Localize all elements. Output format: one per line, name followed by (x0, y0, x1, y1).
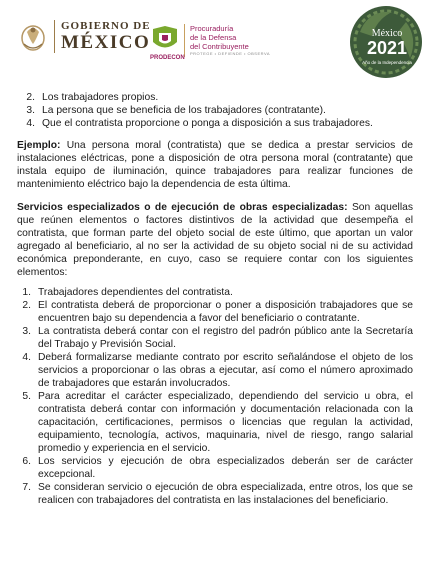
coat-of-arms-icon (18, 18, 48, 54)
page-header (0, 0, 442, 84)
list-item-text: El contratista deberá de proporcionar o poner a disposición trabajadores que se encuentren bajo su dependencia a favor del beneficiario o contratante. (38, 300, 413, 324)
list-item-number: 3. (22, 326, 31, 337)
list-item (17, 455, 413, 481)
list-item-text: Que el contratista proporcione o ponga a disposición a sus trabajadores. (42, 118, 373, 129)
gobierno-line1: GOBIERNO DE (61, 19, 151, 32)
list-item (21, 117, 413, 130)
document-body (17, 91, 413, 507)
list-item (17, 299, 413, 325)
list-item-number: 4. (22, 352, 31, 363)
gobierno-text (54, 20, 151, 53)
list-item (17, 325, 413, 351)
list-item-text: Trabajadores dependientes del contratista. (38, 287, 233, 298)
list-item-text: Los trabajadores propios. (42, 92, 159, 103)
top-list (21, 91, 413, 130)
list-item-number: 2. (26, 92, 35, 103)
list-item (17, 351, 413, 390)
list-item-number: 2. (22, 300, 31, 311)
list-item (21, 104, 413, 117)
example-text: Una persona moral (contratista) que se dedica a prestar servicios de instalaciones eléctricas, pone a disposición de otra persona moral (contratante) que instala equipo de iluminación, quince trabajadores para realizar funciones de mantenimiento eléctrico bajo la dependencia de esta última. (17, 140, 413, 190)
list-item-text: Los servicios y ejecución de obra especializados deberán ser de carácter excepcional. (38, 456, 413, 480)
prodecon-line: de la Defensa (190, 33, 237, 42)
seal-sub: Año de la Independencia (362, 60, 412, 65)
list-item-number: 7. (22, 482, 31, 493)
list-item (17, 481, 413, 507)
services-paragraph (17, 201, 413, 279)
prodecon-text (184, 24, 270, 57)
list-item-number: 4. (26, 118, 35, 129)
list-item-number: 1. (22, 287, 31, 298)
list-item-number: 5. (22, 391, 31, 402)
prodecon-icon (150, 24, 180, 54)
prodecon-name: PRODECON (150, 55, 185, 61)
list-item-text: Se consideran servicio o ejecución de obra especializada, entre otros, los que se realicen con trabajadores del contratista en las instalaciones del beneficiario. (38, 482, 413, 506)
seal-year: 2021 (366, 38, 408, 58)
list-item (17, 286, 413, 299)
elements-list (17, 286, 413, 507)
mexico-2021-seal (346, 2, 426, 82)
list-item-text: La contratista deberá contar con el registro del padrón público ante la Secretaría del Trabajo y Previsión Social. (38, 326, 413, 350)
prodecon-line: del Contribuyente (190, 42, 249, 51)
example-label: Ejemplo: (17, 140, 61, 151)
gobierno-line2: MÉXICO (61, 31, 151, 53)
services-text: Son aquellas que reúnen elementos o factores distintivos de la actividad que desempeña el contratista, que forman parte del objeto social de este último, que aportan un valor agregado al beneficiario, al no ser la actividad de su objeto social ni de su actividad económica preponderante, en cuyo, caso se requiere contar con los siguientes elementos: (17, 202, 414, 278)
list-item (17, 390, 413, 455)
example-paragraph (17, 139, 413, 191)
list-item-number: 3. (26, 105, 35, 116)
prodecon-tagline: PROTEGE • DEFIENDE • OBSERVA (190, 51, 270, 56)
gobierno-mexico-logo (18, 18, 151, 54)
prodecon-logo (150, 24, 270, 59)
list-item-text: Para acreditar el carácter especializado, dependiendo del servicio u obra, el contratista deberá contar con información y documentación relacionada con la capacitación, certificaciones, permisos o licencias que regulan la actividad, equipamiento, tecnología, activos, maquinaria, nivel de riesgo, rango salarial promedio y experiencia en el servicio. (38, 391, 413, 454)
list-item (21, 91, 413, 104)
prodecon-line: Procuraduría (190, 24, 234, 33)
list-item-text: Deberá formalizarse mediante contrato por escrito señalándose el objeto de los servicios a proporcionar o las obras a ejecutar, así como el número aproximado de trabajadores que estarán involucrados. (38, 352, 413, 389)
seal-text: México (371, 28, 403, 39)
list-item-number: 6. (22, 456, 31, 467)
services-label: Servicios especializados o de ejecución de obras especializadas: (17, 202, 348, 213)
list-item-text: La persona que se beneficia de los trabajadores (contratante). (42, 105, 326, 116)
